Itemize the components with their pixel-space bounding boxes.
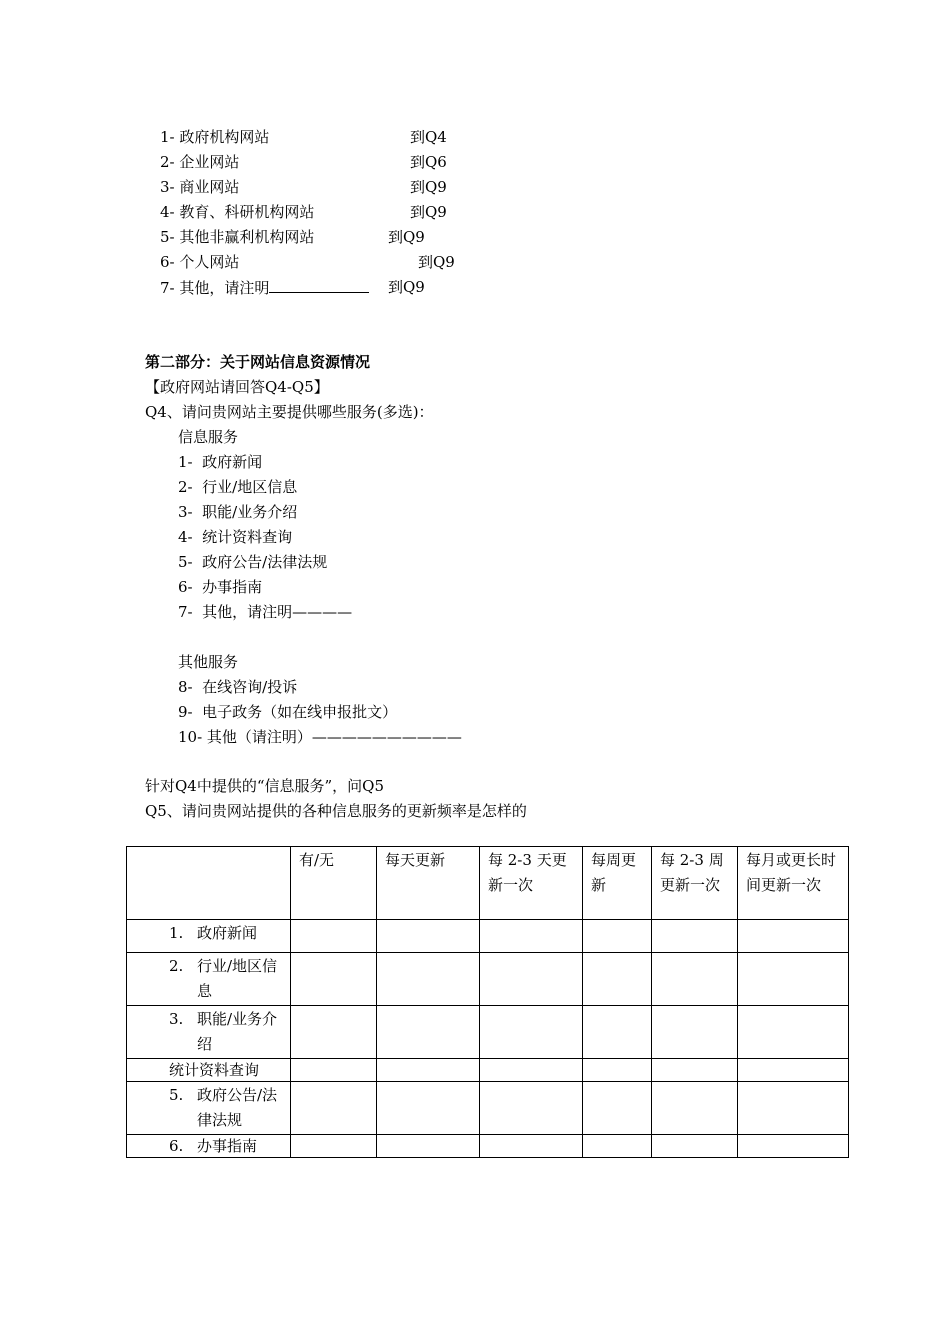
answer-cell[interactable] bbox=[738, 953, 849, 1006]
q4-other-item: 8- 在线咨询/投诉 bbox=[178, 678, 298, 696]
answer-cell[interactable] bbox=[738, 1082, 849, 1135]
answer-cell[interactable] bbox=[652, 953, 738, 1006]
table-header-cell: 有/无 bbox=[291, 847, 377, 920]
table-header-cell: 每天更新 bbox=[377, 847, 480, 920]
q3-option-7: 7- 其他，请注明 bbox=[160, 277, 369, 298]
row-label: 2. 行业/地区信息 bbox=[127, 953, 291, 1006]
answer-cell[interactable] bbox=[377, 1082, 480, 1135]
answer-cell[interactable] bbox=[291, 1006, 377, 1059]
q3-option-1: 1- 政府机构网站 bbox=[160, 128, 270, 146]
answer-cell[interactable] bbox=[377, 953, 480, 1006]
table-header-row bbox=[127, 847, 849, 920]
q3-option-6: 6- 个人网站 bbox=[160, 253, 240, 271]
answer-cell[interactable] bbox=[652, 1006, 738, 1059]
answer-cell[interactable] bbox=[652, 1059, 738, 1082]
answer-cell[interactable] bbox=[652, 1135, 738, 1158]
answer-cell[interactable] bbox=[480, 920, 583, 953]
answer-cell[interactable] bbox=[480, 1059, 583, 1082]
q4-info-item: 4- 统计资料查询 bbox=[178, 528, 293, 546]
row-label: 5. 政府公告/法律法规 bbox=[127, 1082, 291, 1135]
q3-option-3-goto: 到Q9 bbox=[410, 178, 447, 196]
q3-option-4: 4- 教育、科研机构网站 bbox=[160, 203, 315, 221]
q5-question: Q5、请问贵网站提供的各种信息服务的更新频率是怎样的 bbox=[145, 802, 527, 820]
answer-cell[interactable] bbox=[480, 953, 583, 1006]
answer-cell[interactable] bbox=[583, 953, 652, 1006]
table-row bbox=[127, 1006, 849, 1059]
answer-cell[interactable] bbox=[291, 1059, 377, 1082]
answer-cell[interactable] bbox=[480, 1006, 583, 1059]
q3-option-6-goto: 到Q9 bbox=[418, 253, 455, 271]
answer-cell[interactable] bbox=[738, 1006, 849, 1059]
answer-cell[interactable] bbox=[652, 1082, 738, 1135]
table-header-cell: 每 2-3 天更新一次 bbox=[480, 847, 583, 920]
q5-intro: 针对Q4中提供的“信息服务”，问Q5 bbox=[145, 777, 385, 795]
answer-cell[interactable] bbox=[291, 953, 377, 1006]
answer-cell[interactable] bbox=[377, 1059, 480, 1082]
q3-option-1-goto: 到Q4 bbox=[410, 128, 447, 146]
update-frequency-table bbox=[126, 846, 849, 1158]
q4-info-item: 6- 办事指南 bbox=[178, 578, 263, 596]
gov-note: 【政府网站请回答Q4-Q5】 bbox=[145, 378, 329, 396]
q4-info-item: 2- 行业/地区信息 bbox=[178, 478, 298, 496]
answer-cell[interactable] bbox=[291, 1082, 377, 1135]
answer-cell[interactable] bbox=[583, 1135, 652, 1158]
q4-question: Q4、请问贵网站主要提供哪些服务(多选)： bbox=[145, 403, 434, 421]
fill-in-blank[interactable] bbox=[269, 277, 369, 293]
q4-other-item: 9- 电子政务（如在线申报批文） bbox=[178, 703, 398, 721]
q3-option-7-goto: 到Q9 bbox=[388, 278, 425, 296]
section-title: 第二部分：关于网站信息资源情况 bbox=[145, 353, 371, 371]
q3-option-2: 2- 企业网站 bbox=[160, 153, 240, 171]
answer-cell[interactable] bbox=[583, 1006, 652, 1059]
answer-cell[interactable] bbox=[377, 1006, 480, 1059]
answer-cell[interactable] bbox=[738, 1135, 849, 1158]
table-row bbox=[127, 953, 849, 1006]
answer-cell[interactable] bbox=[291, 920, 377, 953]
q4-info-heading: 信息服务 bbox=[178, 428, 239, 446]
q4-other-heading: 其他服务 bbox=[178, 653, 239, 671]
table-row bbox=[127, 1135, 849, 1158]
table-row bbox=[127, 920, 849, 953]
q4-other-item: 10- 其他（请注明）—————————— bbox=[178, 728, 462, 746]
table-row bbox=[127, 1059, 849, 1082]
answer-cell[interactable] bbox=[583, 920, 652, 953]
row-label: 1. 政府新闻 bbox=[127, 920, 291, 953]
q3-option-5-goto: 到Q9 bbox=[388, 228, 425, 246]
answer-cell[interactable] bbox=[583, 1059, 652, 1082]
q3-option-5: 5- 其他非赢利机构网站 bbox=[160, 228, 315, 246]
answer-cell[interactable] bbox=[377, 1135, 480, 1158]
table-header-cell bbox=[127, 847, 291, 920]
q4-info-item: 1- 政府新闻 bbox=[178, 453, 263, 471]
table-row bbox=[127, 1082, 849, 1135]
table-header-cell: 每 2-3 周更新一次 bbox=[652, 847, 738, 920]
answer-cell[interactable] bbox=[738, 1059, 849, 1082]
answer-cell[interactable] bbox=[480, 1135, 583, 1158]
row-label: 6. 办事指南 bbox=[127, 1135, 291, 1158]
q4-info-item: 3- 职能/业务介绍 bbox=[178, 503, 298, 521]
table-header-cell: 每周更新 bbox=[583, 847, 652, 920]
row-label: 3. 职能/业务介绍 bbox=[127, 1006, 291, 1059]
q3-option-4-goto: 到Q9 bbox=[410, 203, 447, 221]
answer-cell[interactable] bbox=[652, 920, 738, 953]
answer-cell[interactable] bbox=[583, 1082, 652, 1135]
answer-cell[interactable] bbox=[738, 920, 849, 953]
row-label: 统计资料查询 bbox=[127, 1059, 291, 1082]
answer-cell[interactable] bbox=[291, 1135, 377, 1158]
table-header-cell: 每月或更长时间更新一次 bbox=[738, 847, 849, 920]
q3-option-2-goto: 到Q6 bbox=[410, 153, 447, 171]
answer-cell[interactable] bbox=[377, 920, 480, 953]
q4-info-item: 7- 其他，请注明———— bbox=[178, 603, 353, 621]
q3-option-3: 3- 商业网站 bbox=[160, 178, 240, 196]
answer-cell[interactable] bbox=[480, 1082, 583, 1135]
q4-info-item: 5- 政府公告/法律法规 bbox=[178, 553, 328, 571]
